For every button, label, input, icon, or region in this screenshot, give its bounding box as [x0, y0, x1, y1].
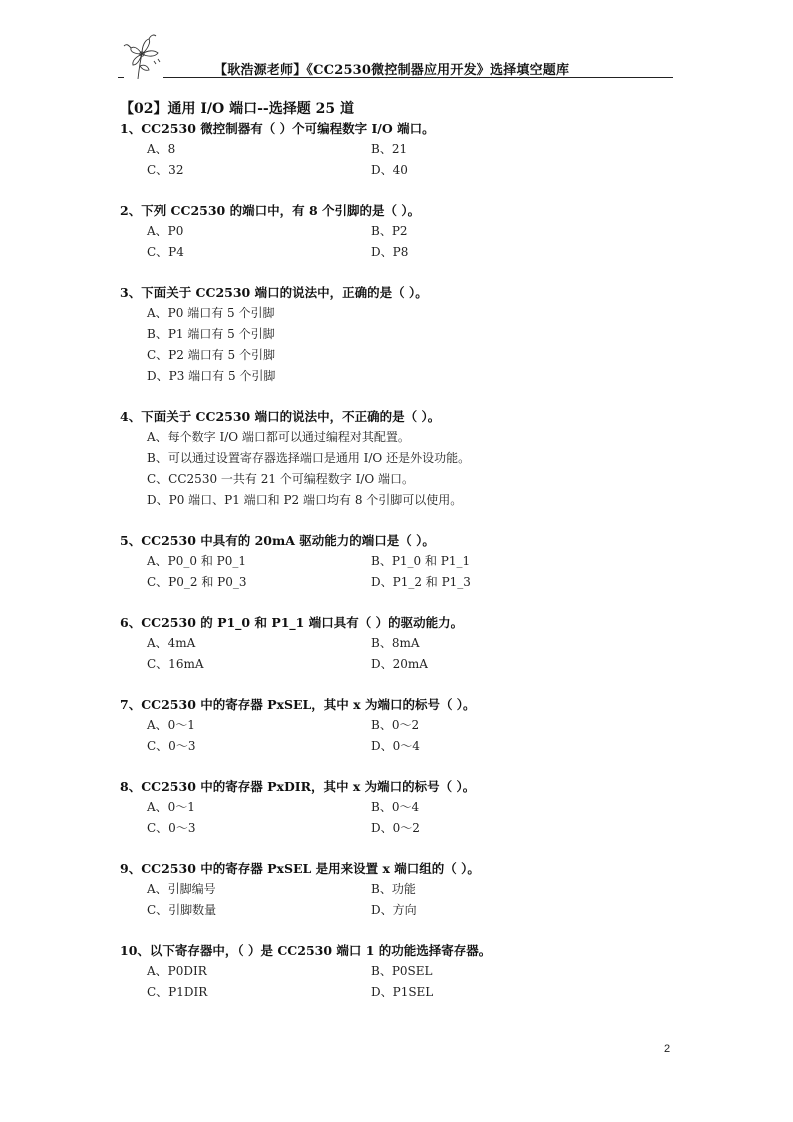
answer-option: C、32 [147, 163, 184, 177]
question-block [120, 777, 680, 839]
answer-option: A、0～1 [147, 800, 195, 814]
answer-option: D、P3 端口有 5 个引脚 [147, 369, 276, 383]
answer-option: B、P1_0 和 P1_1 [371, 554, 471, 568]
question-text: 7、CC2530 中的寄存器 PxSEL，其中 x 为端口的标号（ ）。 [120, 697, 476, 712]
option-list [120, 303, 680, 387]
question-text: 9、CC2530 中的寄存器 PxSEL 是用来设置 x 端口组的（ ）。 [120, 861, 480, 876]
answer-option: B、8mA [371, 636, 420, 650]
option-list [120, 797, 680, 839]
answer-option: A、每个数字 I/O 端口都可以通过编程对其配置。 [147, 430, 410, 444]
answer-option: C、P4 [147, 245, 184, 259]
answer-option: A、P0 端口有 5 个引脚 [147, 306, 275, 320]
section-title: 【02】通用 I/O 端口--选择题 25 道 [120, 101, 354, 117]
answer-option: A、0～1 [147, 718, 195, 732]
question-block [120, 859, 680, 921]
header-rule-left [118, 77, 124, 78]
answer-option: B、P1 端口有 5 个引脚 [147, 327, 275, 341]
question-text: 1、CC2530 微控制器有（ ）个可编程数字 I/O 端口。 [120, 121, 435, 136]
answer-option: C、引脚数量 [147, 903, 217, 917]
question-text: 6、CC2530 的 P1_0 和 P1_1 端口具有（ ）的驱动能力。 [120, 615, 464, 630]
answer-option: C、0～3 [147, 821, 196, 835]
question-block [120, 201, 680, 263]
answer-option: C、16mA [147, 657, 204, 671]
question-block [120, 283, 680, 387]
answer-option: A、P0 [147, 224, 184, 238]
answer-option: D、P1_2 和 P1_3 [371, 575, 471, 589]
header-rule [163, 77, 673, 78]
question-block [120, 941, 680, 1003]
header-title: 【耿浩源老师】《CC2530微控制器应用开发》选择填空题库 [214, 63, 570, 78]
answer-option: D、40 [371, 163, 408, 177]
answer-option: B、功能 [371, 882, 416, 896]
option-list [120, 633, 680, 675]
answer-option: B、21 [371, 142, 408, 156]
question-text: 3、下面关于 CC2530 端口的说法中，正确的是（ ）。 [120, 285, 428, 300]
answer-option: C、P2 端口有 5 个引脚 [147, 348, 275, 362]
answer-option: D、P0 端口、P1 端口和 P2 端口均有 8 个引脚可以使用。 [147, 493, 463, 507]
answer-option: A、4mA [147, 636, 196, 650]
answer-option: C、P0_2 和 P0_3 [147, 575, 247, 589]
question-block [120, 119, 680, 181]
answer-option: D、P1SEL [371, 985, 434, 999]
answer-option: C、0～3 [147, 739, 196, 753]
option-list [120, 427, 680, 511]
option-list [120, 551, 680, 593]
option-list [120, 961, 680, 1003]
answer-option: D、0～2 [371, 821, 420, 835]
option-list [120, 715, 680, 757]
answer-option: A、引脚编号 [147, 882, 216, 896]
question-text: 5、CC2530 中具有的 20mA 驱动能力的端口是（ ）。 [120, 533, 435, 548]
flower-sketch-icon [118, 30, 166, 80]
answer-option: D、方向 [371, 903, 417, 917]
answer-option: C、CC2530 一共有 21 个可编程数字 I/O 端口。 [147, 472, 415, 486]
question-text: 4、下面关于 CC2530 端口的说法中，不正确的是（ ）。 [120, 409, 441, 424]
answer-option: B、P2 [371, 224, 408, 238]
option-list [120, 879, 680, 921]
question-text: 2、下列 CC2530 的端口中，有 8 个引脚的是（ ）。 [120, 203, 421, 218]
answer-option: D、P8 [371, 245, 409, 259]
answer-option: A、P0DIR [147, 964, 207, 978]
option-list [120, 221, 680, 263]
question-block [120, 531, 680, 593]
answer-option: B、P0SEL [371, 964, 433, 978]
question-text: 10、以下寄存器中，（ ）是 CC2530 端口 1 的功能选择寄存器。 [120, 943, 492, 958]
answer-option: B、可以通过设置寄存器选择端口是通用 I/O 还是外设功能。 [147, 451, 471, 465]
question-block [120, 407, 680, 511]
answer-option: A、P0_0 和 P0_1 [147, 554, 246, 568]
option-list [120, 139, 680, 181]
answer-option: A、8 [147, 142, 176, 156]
answer-option: C、P1DIR [147, 985, 208, 999]
question-text: 8、CC2530 中的寄存器 PxDIR，其中 x 为端口的标号（ ）。 [120, 779, 476, 794]
answer-option: D、20mA [371, 657, 428, 671]
answer-option: B、0～2 [371, 718, 420, 732]
answer-option: B、0～4 [371, 800, 420, 814]
question-list [120, 119, 680, 1023]
page-number: 2 [664, 1043, 671, 1055]
question-block [120, 613, 680, 675]
answer-option: D、0～4 [371, 739, 420, 753]
question-block [120, 695, 680, 757]
